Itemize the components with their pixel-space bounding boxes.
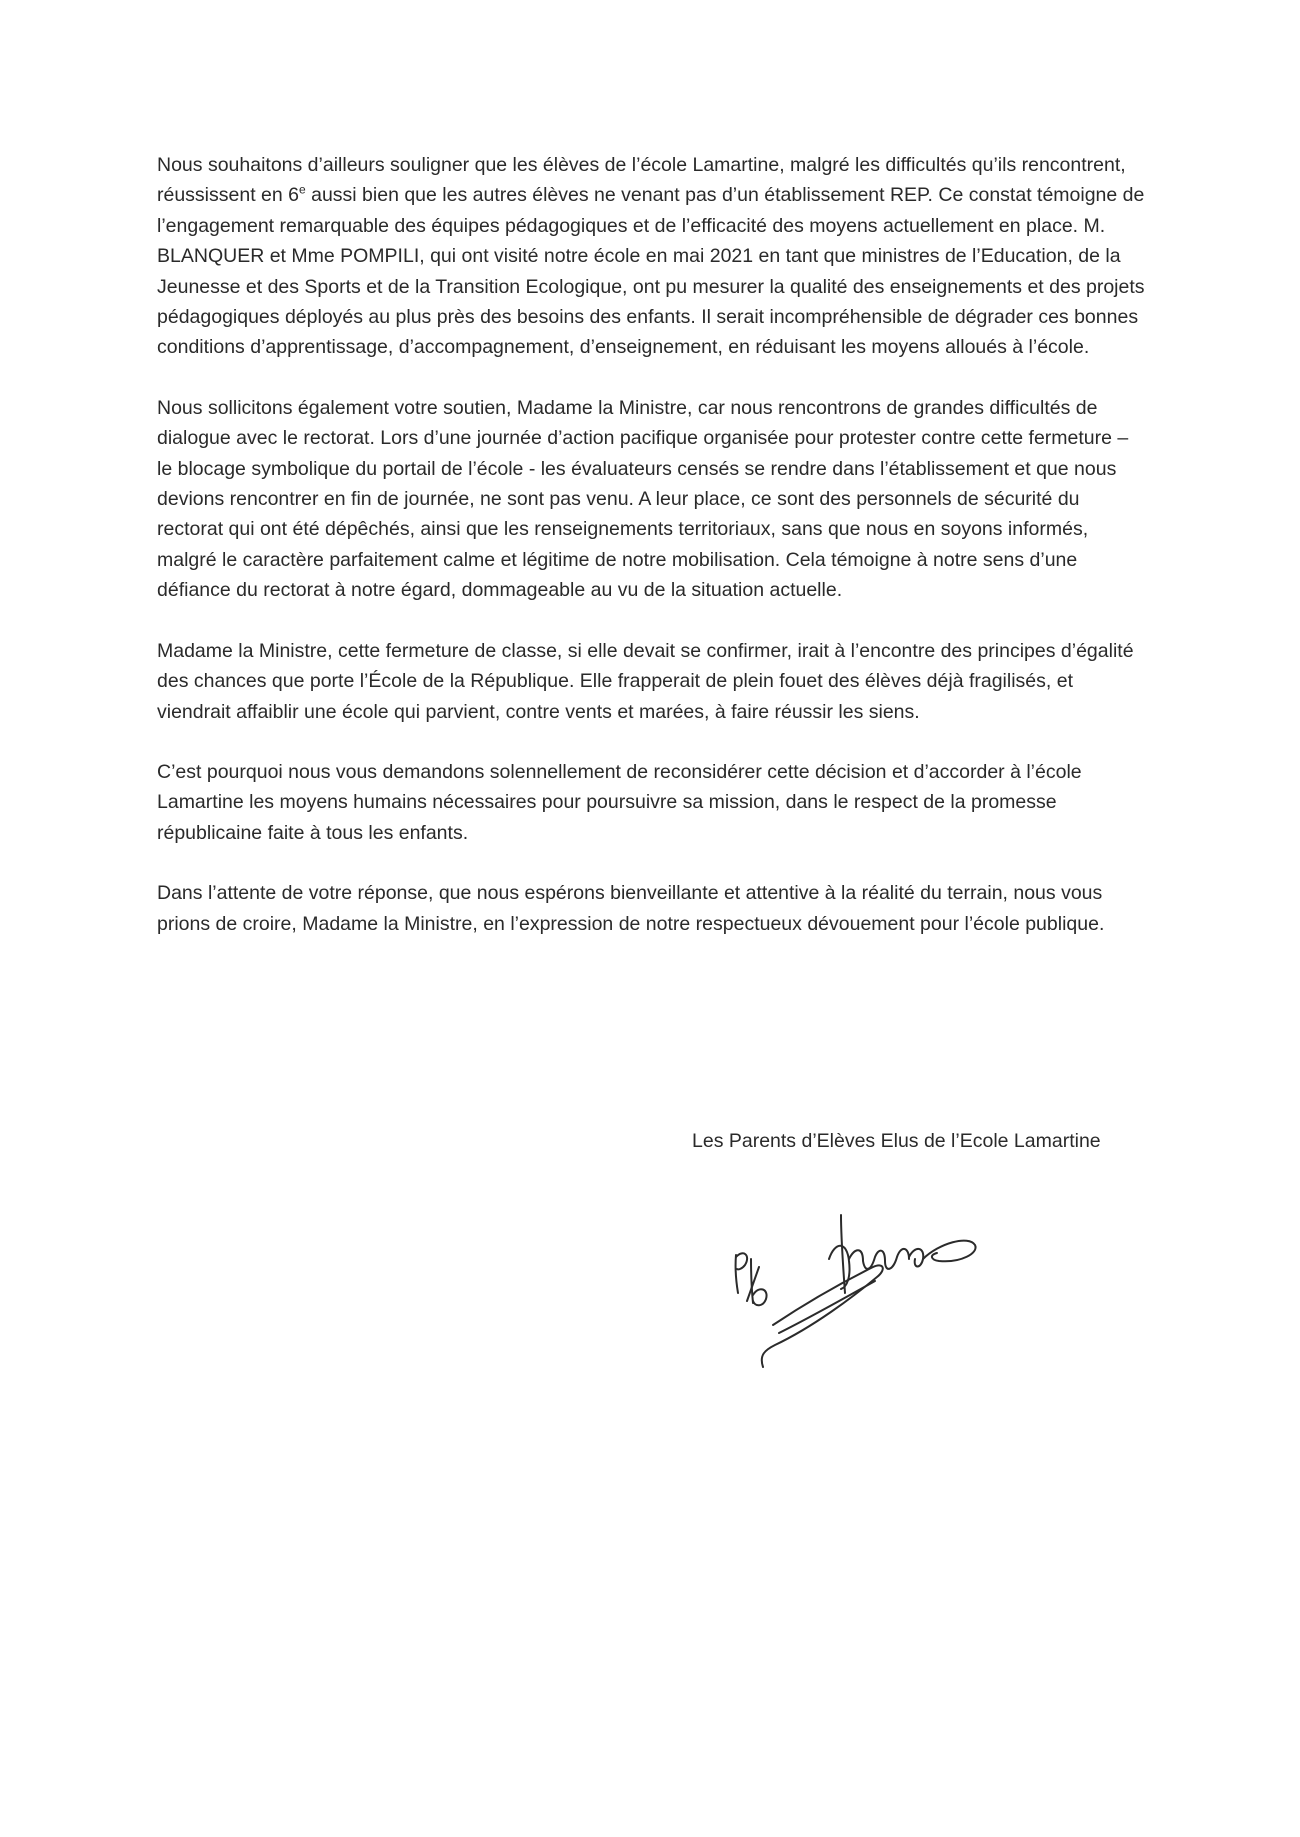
paragraph-1-end: aussi bien que les autres élèves ne venant pas d’un établissement REP. Ce constat témoigne de l’engagement remarquable des équipes pédagogiques et de l’efficacité des moyens actuellement en place. M. BLANQUER et Mme POMPILI, qui ont visité notre école en mai 2021 en tant que ministres de l’Education, de la Jeunesse et des Sports et de la Transition Ecologique, ont pu mesurer la qualité des enseignements et des projets pédagogiques déployés au plus près des besoins des enfants. Il serait incompréhensible de dégrader ces bonnes conditions d’apprentissage, d’accompagnement, d’enseignement, en réduisant les moyens alloués à l’école. [157, 184, 1145, 359]
paragraph-2: Nous sollicitons également votre soutien, Madame la Ministre, car nous rencontrons de grandes difficultés de dialogue avec le rectorat. Lors d’une journée d’action pacifique organisée pour protester contre cette fermeture – le blocage symbolique du portail de l’école - les évaluateurs censés se rendre dans l’établissement et que nous devions rencontrer en fin de journée, ne sont pas venu. A leur place, ce sont des personnels de sécurité du rectorat qui ont été dépêchés, ainsi que les renseignements territoriaux, sans que nous en soyons informés, malgré le caractère parfaitement calme et légitime de notre mobilisation. Cela témoigne à notre sens d’une défiance du rectorat à notre égard, dommageable au vu de la situation actuelle. [157, 396, 1129, 602]
paragraph-4: C’est pourquoi nous vous demandons solennellement de reconsidérer cette décision et d’accorder à l’école Lamartine les moyens humains nécessaires pour poursuivre sa mission, dans le respect de la promesse républicaine faite à tous les enfants. [157, 760, 1082, 844]
closing-signatory: Les Parents d’Elèves Elus de l’Ecole Lamartine [692, 1130, 1101, 1152]
paragraph-5: Dans l’attente de votre réponse, que nous espérons bienveillante et attentive à la réalité du terrain, nous vous prions de croire, Madame la Ministre, en l’expression de notre respectueux dévouement pour l’école publique. [157, 882, 1105, 935]
letter-body [157, 150, 1147, 969]
paragraph-1-start: Nous souhaitons d’ailleurs souligner que les élèves de l’école Lamartine, malgré les difficultés qu’ils rencontrent, réussissent en 6 [157, 154, 1126, 207]
paragraph-3: Madame la Ministre, cette fermeture de classe, si elle devait se confirmer, irait à l’encontre des principes d’égalité des chances que porte l’École de la République. Elle frapperait de plein fouet des élèves déjà fragilisés, et viendrait affaiblir une école qui parvient, contre vents et marées, à faire réussir les siens. [157, 639, 1134, 723]
paragraph-1 [157, 150, 1147, 363]
ordinal-superscript: e [299, 182, 306, 197]
handwritten-signature [725, 1205, 1025, 1370]
